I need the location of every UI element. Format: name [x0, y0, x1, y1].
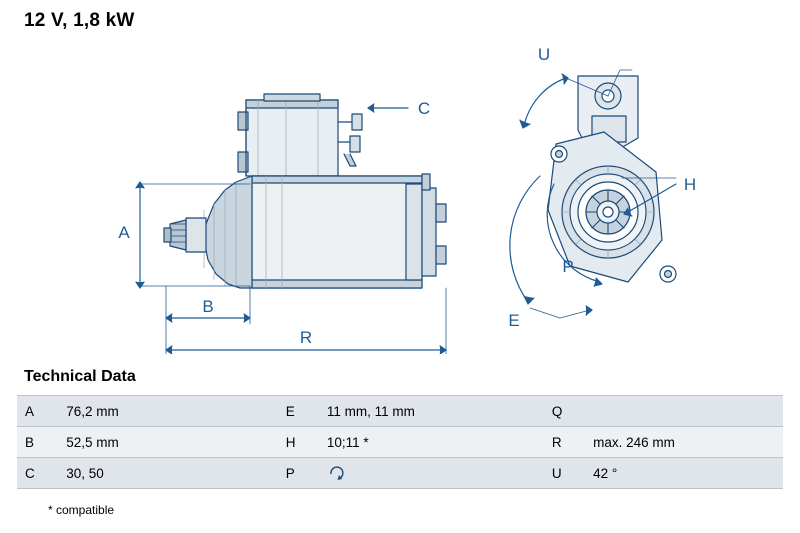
- dim-label-r: R: [299, 328, 313, 347]
- dim-label-b: B: [202, 297, 214, 316]
- dim-label-e: E: [508, 311, 520, 330]
- table-row: [17, 458, 783, 489]
- technical-data-table: [17, 395, 783, 489]
- row-separator: [252, 396, 278, 427]
- row-value-u: 42 °: [585, 458, 783, 489]
- row-value-b: 52,5 mm: [58, 427, 251, 458]
- row-separator: [252, 458, 278, 489]
- row-key-q: Q: [544, 396, 585, 427]
- row-value-h: 10;11 *: [319, 427, 518, 458]
- row-value-p: [319, 458, 518, 489]
- row-key-c: C: [17, 458, 58, 489]
- dim-label-p: P: [562, 257, 574, 276]
- row-value-q: [585, 396, 783, 427]
- row-value-c: 30, 50: [58, 458, 251, 489]
- starter-motor-technical-drawing: [0, 34, 800, 354]
- page-title: 12 V, 1,8 kW: [24, 10, 135, 31]
- row-key-u: U: [544, 458, 585, 489]
- row-key-h: H: [278, 427, 319, 458]
- footnote: * compatible: [48, 503, 115, 517]
- row-value-a: 76,2 mm: [58, 396, 251, 427]
- dim-label-c: C: [417, 99, 431, 118]
- table-row: [17, 427, 783, 458]
- row-separator: [518, 458, 544, 489]
- row-separator: [252, 427, 278, 458]
- row-key-b: B: [17, 427, 58, 458]
- row-key-r: R: [544, 427, 585, 458]
- table-row: [17, 396, 783, 427]
- row-key-p: P: [278, 458, 319, 489]
- row-value-e: 11 mm, 11 mm: [319, 396, 518, 427]
- technical-data-heading: Technical Data: [24, 368, 136, 385]
- dim-label-a: A: [118, 223, 130, 242]
- row-separator: [518, 396, 544, 427]
- dim-label-u: U: [537, 45, 551, 64]
- row-key-a: A: [17, 396, 58, 427]
- row-separator: [518, 427, 544, 458]
- rotation-direction-icon: [327, 464, 347, 482]
- row-value-r: max. 246 mm: [585, 427, 783, 458]
- row-key-e: E: [278, 396, 319, 427]
- dim-label-h: H: [683, 175, 697, 194]
